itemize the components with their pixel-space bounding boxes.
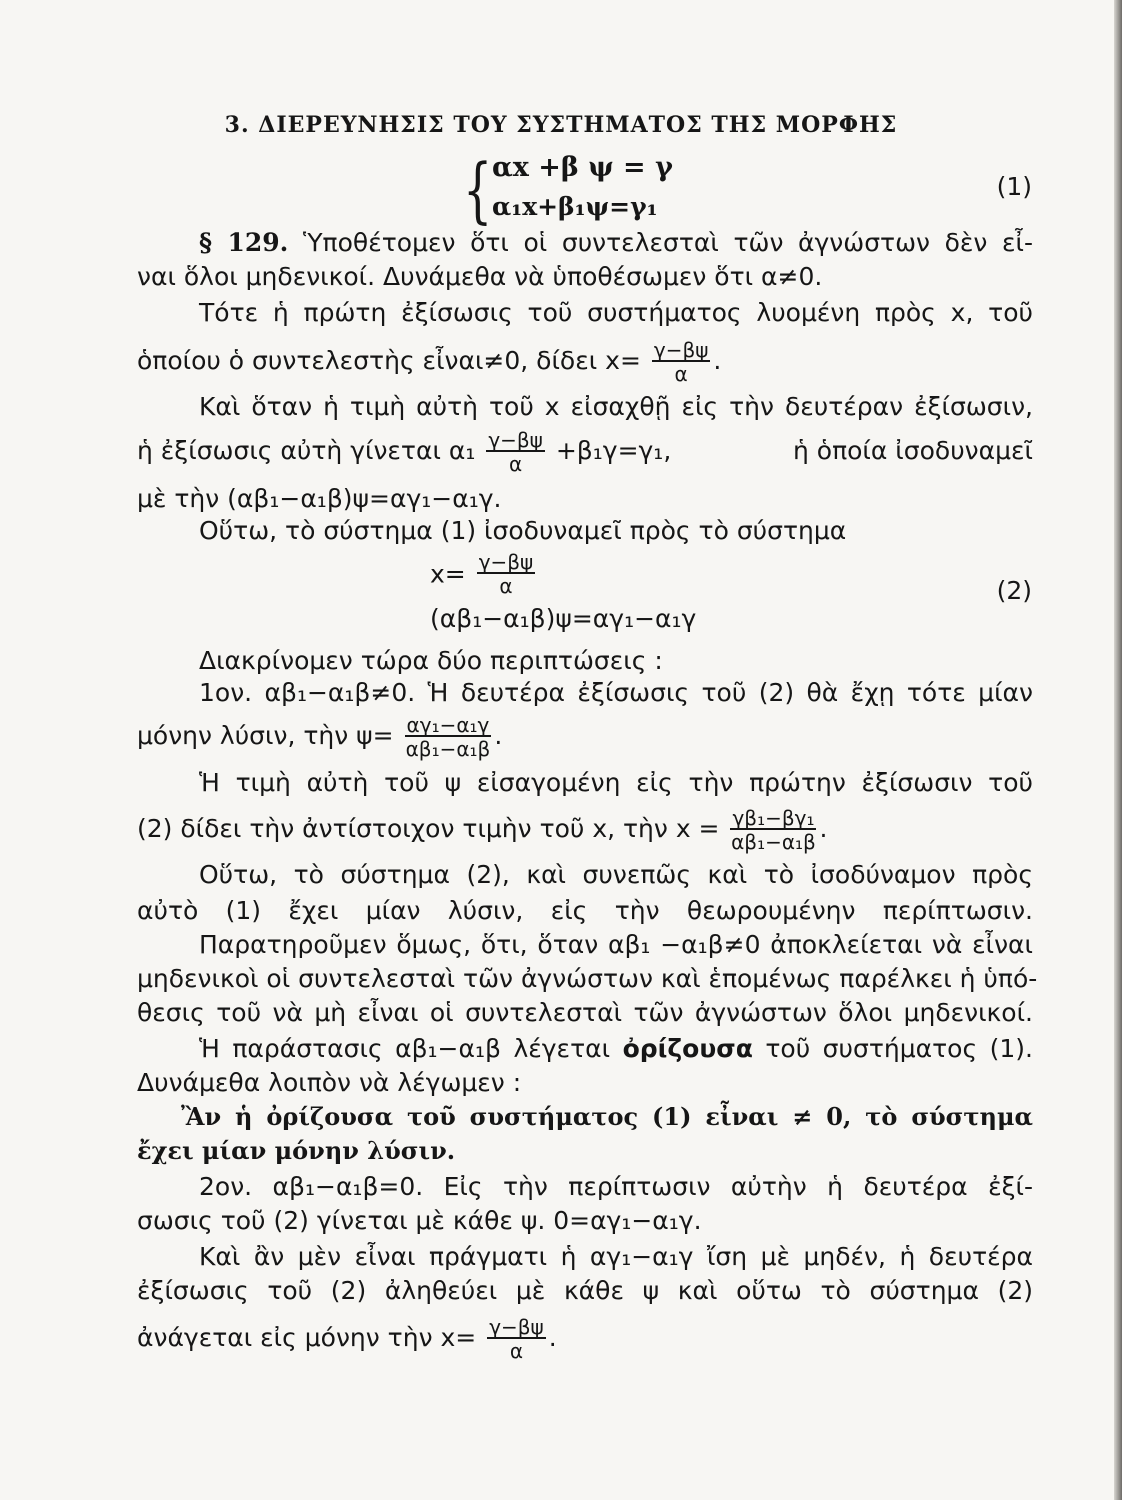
system2-eq2: (αβ₁−α₁β)ψ=αγ₁−α₁γ bbox=[430, 604, 697, 633]
fraction: $\frac{\gamma-\beta\psi}{\alpha}$ bbox=[478, 550, 534, 598]
case1-line2: μόνην λύσιν, τὴν ψ= $\frac{\text{αγ₁−α₁γ}}{\text{αβ₁−α₁β}}$ . bbox=[137, 713, 503, 761]
para129-line3: Τότε ἡ πρώτη ἐξίσωσις τοῦ συστήματος λυομένη πρὸς x, τοῦ bbox=[199, 298, 1033, 327]
fraction: $\frac{\gamma-\beta\psi}{\alpha}$ bbox=[489, 1315, 544, 1363]
fraction: $\frac{\text{γβ₁−βγ₁}}{\text{αβ₁−α₁β}}$ bbox=[731, 806, 816, 854]
case2-line2: σωσις τοῦ (2) γίνεται μὲ κάθε ψ. 0=αγ₁−α₁γ. bbox=[137, 1206, 702, 1235]
obs-line2: μηδενικοὶ οἱ συντελεσταὶ τῶν ἀγνώστων καὶ ἑπομένως παρέλκει ἡ ὑπό- bbox=[137, 964, 1038, 993]
system2-eq1: x= $\frac{\gamma-\beta\psi}{\alpha}$ bbox=[430, 550, 534, 598]
term-bold: ὀρίζουσα bbox=[622, 1034, 753, 1063]
case2-line3: Καὶ ἂν μὲν εἶναι πράγματι ἡ αγ₁−α₁γ ἴση μὲ μηδέν, ἡ δευτέρα bbox=[199, 1242, 1033, 1271]
system1-eq2: α₁x+β₁ψ=γ₁ bbox=[492, 192, 658, 221]
par-line2: Δυνάμεθα λοιπὸν νὰ λέγωμεν : bbox=[137, 1068, 522, 1097]
case2-line4: ἐξίσωσις τοῦ (2) ἀληθεύει μὲ κάθε ψ καὶ οὕτω τὸ σύστημα (2) bbox=[137, 1276, 1033, 1305]
para129-line2: ναι ὅλοι μηδενικοί. Δυνάμεθα νὰ ὑποθέσωμεν ὅτι α≠0. bbox=[137, 262, 823, 291]
par-line1: Ἡ παράστασις αβ₁−α₁β λέγεται ὀρίζουσα τοῦ συστήματος (1). bbox=[199, 1034, 1033, 1063]
fraction: $\frac{\gamma-\beta\psi}{\alpha}$ bbox=[653, 338, 709, 386]
case1-line1: 1ον. αβ₁−α₁β≠0. Ἡ δευτέρα ἐξίσωσις τοῦ (2) θὰ ἔχῃ τότε μίαν bbox=[199, 678, 1033, 707]
section-title: 3. ΔΙΕΡΕΥΝΗΣΙΣ ΤΟΥ ΣΥΣΤΗΜΑΤΟΣ ΤΗΣ ΜΟΡΦΗΣ bbox=[224, 112, 898, 138]
fraction: $\frac{\text{αγ₁−α₁γ}}{\text{αβ₁−α₁β}}$ bbox=[405, 713, 491, 761]
system1-tag: (1) bbox=[996, 172, 1032, 201]
case1-line3: Ἡ τιμὴ αὐτὴ τοῦ ψ εἰσαγομένη εἰς τὴν πρώτην ἐξίσωσιν τοῦ bbox=[199, 768, 1033, 797]
case1-line4: (2) δίδει τὴν ἀντίστοιχον τιμὴν τοῦ x, τὴν x = $\frac{\text{γβ₁−βγ₁}}{\text{αβ₁−α₁β}}$ . bbox=[137, 806, 828, 854]
kai-line3: μὲ τὴν (αβ₁−α₁β)ψ=αγ₁−α₁γ. bbox=[137, 484, 502, 513]
theorem-line2: ἔχει μίαν μόνην λύσιν. bbox=[137, 1136, 456, 1165]
obs-line3: θεσις τοῦ νὰ μὴ εἶναι οἱ συντελεσταὶ τῶν ἀγνώστων ὅλοι μηδενικοί. bbox=[137, 998, 1033, 1027]
cases-intro: Διακρίνομεν τώρα δύο περιπτώσεις : bbox=[199, 646, 663, 675]
para129-line1: § 129. Ὑποθέτομεν ὅτι οἱ συντελεσταὶ τῶν ἀγνώστων δὲν εἶ- bbox=[199, 228, 1033, 257]
case2-line5: ἀνάγεται εἰς μόνην τὴν x= $\frac{\gamma-\beta\psi}{\alpha}$ . bbox=[137, 1315, 557, 1363]
case1-line6: αὐτὸ (1) ἔχει μίαν λύσιν, εἰς τὴν θεωρουμένην περίπτωσιν. bbox=[137, 896, 1033, 925]
para129-line4: ὁποίου ὁ συντελεστὴς εἶναι≠0, δίδει x= $\frac{\gamma-\beta\psi}{\alpha}$ . bbox=[137, 338, 722, 386]
left-brace: { bbox=[463, 148, 493, 232]
obs-line1: Παρατηροῦμεν ὅμως, ὅτι, ὅταν αβ₁ −α₁β≠0 ἀποκλείεται νὰ εἶναι bbox=[199, 930, 1033, 959]
system1-eq1: αx +β ψ = γ bbox=[492, 152, 673, 183]
kai-line2: ἡ ἐξίσωσις αὐτὴ γίνεται α₁ $\frac{\gamma-\beta\psi}{\alpha}$ +β₁γ=γ₁, ἡ ὁποία ἰσοδυναμεῖ bbox=[137, 428, 1033, 476]
case1-line5: Οὕτω, τὸ σύστημα (2), καὶ συνεπῶς καὶ τὸ ἰσοδύναμον πρὸς bbox=[199, 860, 1033, 889]
page-edge bbox=[1114, 0, 1122, 1500]
outo-line1: Οὕτω, τὸ σύστημα (1) ἰσοδυναμεῖ πρὸς τὸ σύστημα bbox=[199, 516, 847, 545]
fraction: $\frac{\gamma-\beta\psi}{\alpha}$ bbox=[488, 428, 543, 476]
case2-line1: 2ον. αβ₁−α₁β=0. Εἰς τὴν περίπτωσιν αὐτὴν ἡ δευτέρα ἐξί- bbox=[199, 1172, 1033, 1201]
system2-tag: (2) bbox=[996, 576, 1032, 605]
theorem-line1: Ἂν ἡ ὀρίζουσα τοῦ συστήματος (1) εἶναι ≠ 0, τὸ σύστημα bbox=[181, 1102, 1033, 1131]
section-number: § 129. bbox=[199, 228, 289, 257]
kai-line1: Καὶ ὅταν ἡ τιμὴ αὐτὴ τοῦ x εἰσαχθῇ εἰς τὴν δευτέραν ἐξίσωσιν, bbox=[199, 392, 1033, 421]
